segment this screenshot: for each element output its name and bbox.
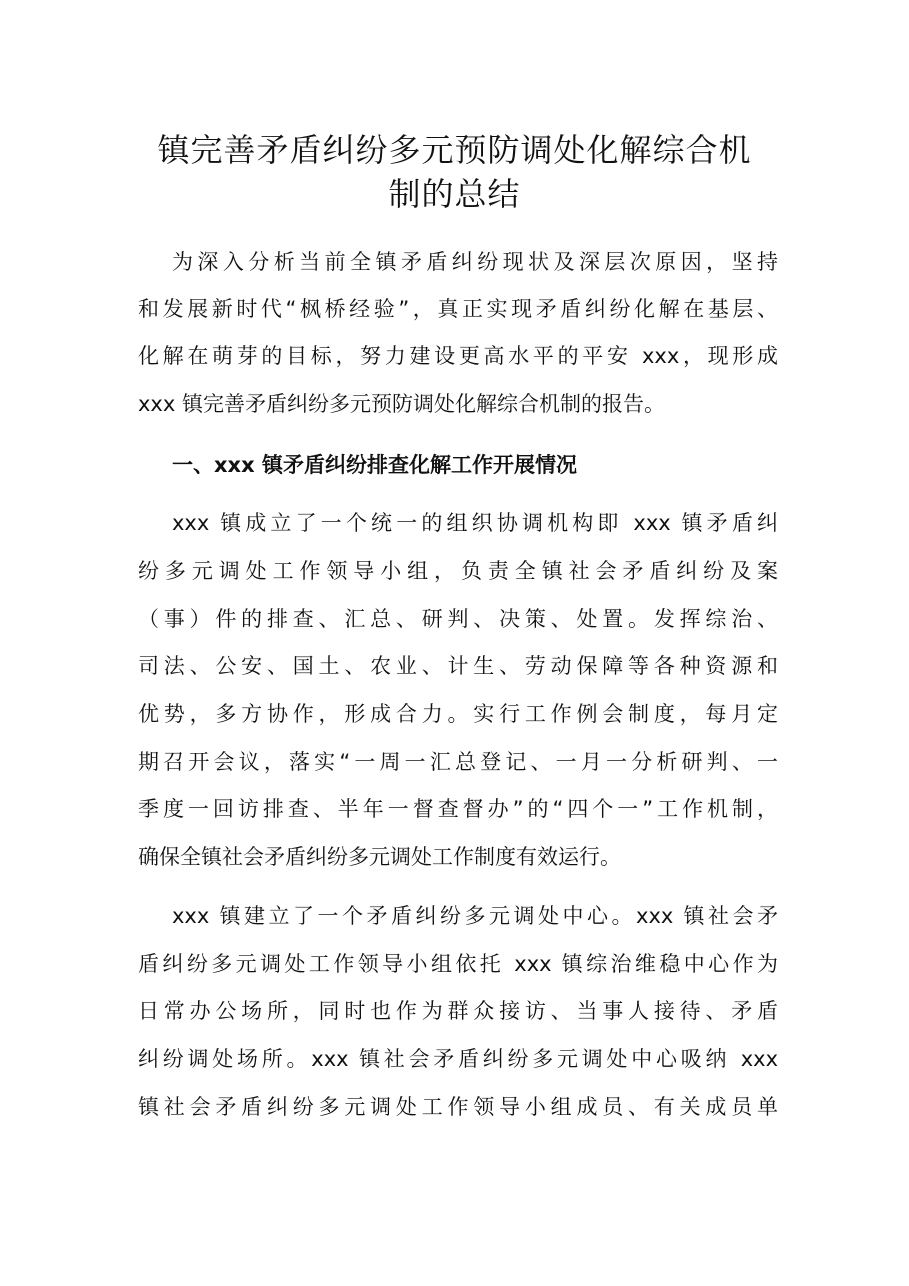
paragraph-2-line-6: 期召开会议，落实“一周一汇总登记、一月一分析研判、一 — [138, 750, 778, 774]
document-title-line-2: 制的总结 — [388, 175, 521, 213]
paragraph-3-line-5: 镇社会矛盾纠纷多元调处工作领导小组成员、有关成员单 — [138, 1095, 778, 1119]
paragraph-2-line-2: 纷多元调处工作领导小组，负责全镇社会矛盾纠纷及案 — [138, 559, 778, 583]
paragraph-3-line-1: xxx 镇建立了一个矛盾纠纷多元调处中心。xxx 镇社会矛 — [172, 904, 778, 928]
paragraph-1-line-4: xxx 镇完善矛盾纠纷多元预防调处化解综合机制的报告。 — [138, 392, 665, 416]
paragraph-2-line-7: 季度一回访排查、半年一督查督办”的“四个一”工作机制， — [138, 797, 778, 821]
paragraph-1-line-3: 化解在萌芽的目标，努力建设更高水平的平安 xxx，现形成 — [138, 344, 778, 368]
paragraph-2-line-4: 司法、公安、国土、农业、计生、劳动保障等各种资源和 — [138, 654, 778, 678]
paragraph-2-line-5: 优势，多方协作，形成合力。实行工作例会制度，每月定 — [138, 702, 778, 726]
paragraph-3-line-4: 纠纷调处场所。xxx 镇社会矛盾纠纷多元调处中心吸纳 xxx — [138, 1047, 778, 1071]
paragraph-3-line-2: 盾纠纷多元调处工作领导小组依托 xxx 镇综治维稳中心作为 — [138, 952, 778, 976]
paragraph-1-line-2: 和发展新时代“枫桥经验”，真正实现矛盾纠纷化解在基层、 — [138, 297, 778, 321]
section-heading-1: 一、xxx 镇矛盾纠纷排查化解工作开展情况 — [172, 453, 577, 477]
paragraph-2-line-1: xxx 镇成立了一个统一的组织协调机构即 xxx 镇矛盾纠 — [172, 511, 778, 535]
document-title-line-1: 镇完善矛盾纠纷多元预防调处化解综合机 — [157, 131, 752, 169]
paragraph-2-line-8: 确保全镇社会矛盾纠纷多元调处工作制度有效运行。 — [138, 845, 621, 869]
paragraph-1-line-1: 为深入分析当前全镇矛盾纠纷现状及深层次原因，坚持 — [172, 250, 778, 274]
paragraph-2-line-3: （事）件的排查、汇总、研判、决策、处置。发挥综治、 — [138, 607, 778, 631]
paragraph-3-line-3: 日常办公场所，同时也作为群众接访、当事人接待、矛盾 — [138, 999, 778, 1023]
